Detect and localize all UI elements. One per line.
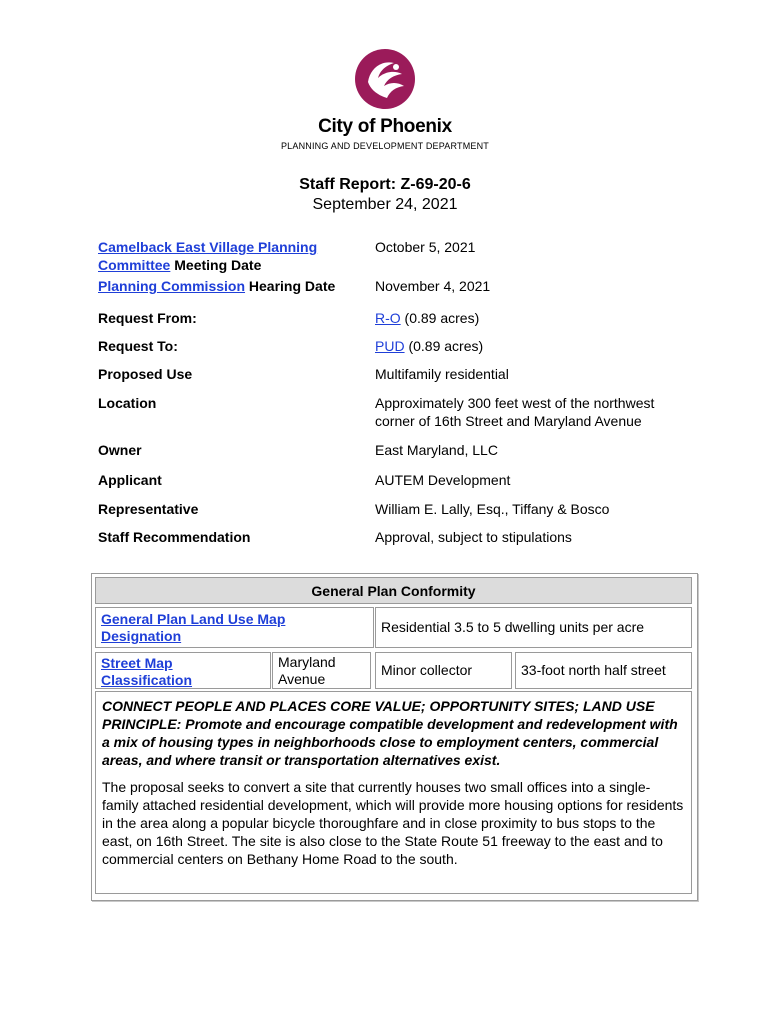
core-value-text: CONNECT PEOPLE AND PLACES CORE VALUE; OPPORTUNITY SITES; LAND USE PRINCIPLE: Promote and encourage compatible development and redevelopment with a mix of housing types in neighborhoods close to employment centers, commercial areas, and where transit or transportation alternatives exist. [102,698,678,768]
representative-value: William E. Lally, Esq., Tiffany & Bosco [375,501,610,517]
report-title: Staff Report: Z-69-20-6 [299,176,471,193]
land-use-map-link[interactable]: General Plan Land Use Map Designation [101,611,286,644]
commission-hearing-date: November 4, 2021 [375,278,491,294]
core-value-box [95,691,692,894]
village-meeting-label: Camelback East Village Planning Committee Meeting Date [98,239,318,273]
planning-commission-link[interactable]: Planning Commission [98,278,246,294]
commission-hearing-label: Planning Commission Hearing Date [98,278,336,294]
location-label: Location [98,395,157,411]
report-date: September 24, 2021 [312,196,458,213]
land-use-value: Residential 3.5 to 5 dwelling units per acre [375,607,692,648]
village-meeting-date: October 5, 2021 [375,239,476,255]
staff-recommendation-label: Staff Recommendation [98,529,251,545]
street-map-label-cell [95,652,271,689]
city-name: City of Phoenix [318,116,452,137]
owner-value: East Maryland, LLC [375,442,498,458]
request-from-value: R-O (0.89 acres) [375,310,480,326]
applicant-value: AUTEM Development [375,472,511,488]
land-use-label-cell [95,607,374,648]
request-to-label: Request To: [98,338,178,354]
request-from-label: Request From: [98,310,197,326]
phoenix-logo-icon [354,48,416,110]
representative-label: Representative [98,501,199,517]
street-name: Maryland Avenue [272,652,371,689]
location-value: Approximately 300 feet west of the northwest corner of 16th Street and Maryland Avenue [375,395,655,429]
zoning-ro-link[interactable]: R-O [375,310,401,326]
general-plan-table [91,573,698,901]
proposed-use-label: Proposed Use [98,366,193,382]
street-classification: Minor collector [375,652,512,689]
owner-label: Owner [98,442,142,458]
village-planning-link[interactable]: Camelback East Village Planning Committee [98,239,318,273]
proposed-use-value: Multifamily residential [375,366,509,382]
general-plan-heading: General Plan Conformity [95,577,692,604]
zoning-pud-link[interactable]: PUD [375,338,405,354]
street-map-link[interactable]: Street Map Classification [101,655,193,688]
staff-recommendation-value: Approval, subject to stipulations [375,529,572,545]
street-width: 33-foot north half street [515,652,692,689]
request-to-value: PUD (0.89 acres) [375,338,484,354]
department-name: PLANNING AND DEVELOPMENT DEPARTMENT [280,141,490,151]
proposal-description: The proposal seeks to convert a site that currently houses two small offices into a single-family attached residential development, which will provide more housing options for residents in the area along a popular bicycle thoroughfare and in close proximity to bus stops to the east, on 16th Street. The site is also close to the State Route 51 freeway to the east and to commercial centers on Bethany Home Road to the south. [102,779,684,867]
applicant-label: Applicant [98,472,162,488]
